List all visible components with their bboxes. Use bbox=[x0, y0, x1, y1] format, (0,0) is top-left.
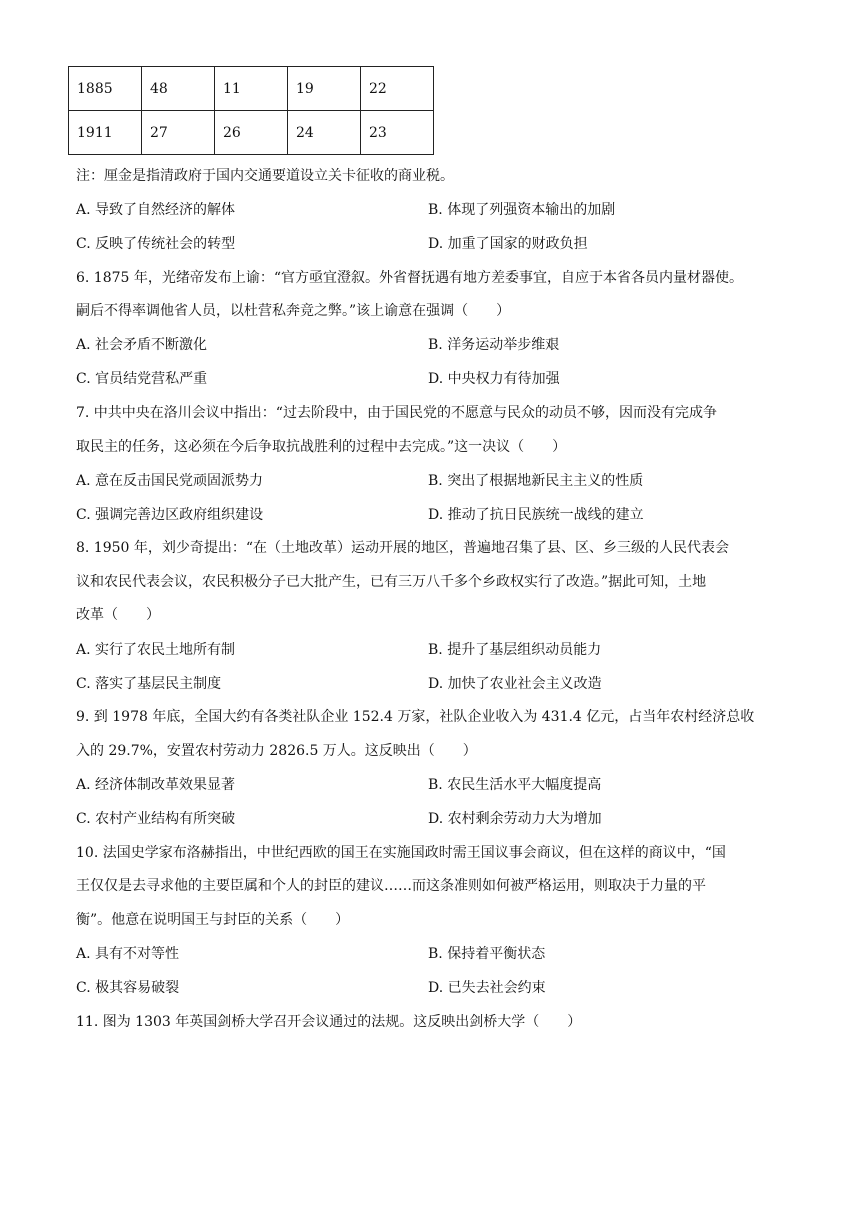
table-cell: 11 bbox=[215, 67, 288, 111]
q9-option-a: A. 经济体制改革效果显著 bbox=[76, 777, 236, 793]
data-table bbox=[68, 66, 434, 155]
table-cell: 22 bbox=[361, 67, 434, 111]
q5-option-c: C. 反映了传统社会的转型 bbox=[76, 236, 236, 252]
q6-option-b: B. 洋务运动举步维艰 bbox=[428, 337, 560, 353]
q8-option-c: C. 落实了基层民主制度 bbox=[76, 676, 222, 692]
q8-option-d: D. 加快了农业社会主义改造 bbox=[428, 676, 602, 692]
q7-option-d: D. 推动了抗日民族统一战线的建立 bbox=[428, 507, 644, 523]
table-row bbox=[69, 111, 434, 155]
q10-option-a: A. 具有不对等性 bbox=[76, 946, 180, 962]
q9-option-b: B. 农民生活水平大幅度提高 bbox=[428, 777, 602, 793]
table-row bbox=[69, 67, 434, 111]
q9-option-d: D. 农村剩余劳动力大为增加 bbox=[428, 811, 602, 827]
q10-option-d: D. 已失去社会约束 bbox=[428, 980, 546, 996]
q10-stem-line: 王仅仅是去寻求他的主要臣属和个人的封臣的建议……而这条准则如何被严格运用，则取决于力量的平 bbox=[76, 878, 706, 894]
q5-option-a: A. 导致了自然经济的解体 bbox=[76, 202, 236, 218]
table-cell: 24 bbox=[288, 111, 361, 155]
table-cell: 26 bbox=[215, 111, 288, 155]
q10-option-c: C. 极其容易破裂 bbox=[76, 980, 180, 996]
q6-stem-line: 6. 1875 年，光绪帝发布上谕：“官方亟宜澄叙。外省督抚遇有地方差委事宜，自应于本省各员内量材器使。 bbox=[76, 270, 744, 286]
q7-stem-line: 取民主的任务，这必须在今后争取抗战胜利的过程中去完成。”这一决议（ ） bbox=[76, 439, 567, 455]
q9-option-c: C. 农村产业结构有所突破 bbox=[76, 811, 236, 827]
q6-option-d: D. 中央权力有待加强 bbox=[428, 371, 560, 387]
q7-option-c: C. 强调完善边区政府组织建设 bbox=[76, 507, 264, 523]
q8-stem-line: 改革（ ） bbox=[76, 607, 160, 623]
q8-option-b: B. 提升了基层组织动员能力 bbox=[428, 642, 602, 658]
q8-stem-line: 8. 1950 年，刘少奇提出：“在（土地改革）运动开展的地区，普遍地召集了县、区、乡三级的人民代表会 bbox=[76, 540, 730, 556]
q7-option-b: B. 突出了根据地新民主主义的性质 bbox=[428, 473, 644, 489]
q10-stem-line: 10. 法国史学家布洛赫指出，中世纪西欧的国王在实施国政时需王国议事会商议，但在这样的商议中，“国 bbox=[76, 845, 726, 861]
table-note: 注：厘金是指清政府于国内交通要道设立关卡征收的商业税。 bbox=[76, 168, 454, 184]
q8-option-a: A. 实行了农民土地所有制 bbox=[76, 642, 236, 658]
q7-stem-line: 7. 中共中央在洛川会议中指出：“过去阶段中，由于国民党的不愿意与民众的动员不够，因而没有完成争 bbox=[76, 405, 717, 421]
q9-stem-line: 9. 到 1978 年底，全国大约有各类社队企业 152.4 万家，社队企业收入为 431.4 亿元，占当年农村经济总收 bbox=[76, 709, 755, 725]
q10-option-b: B. 保持着平衡状态 bbox=[428, 946, 546, 962]
q11-stem-line: 11. 图为 1303 年英国剑桥大学召开会议通过的法规。这反映出剑桥大学（ ） bbox=[76, 1014, 582, 1030]
q9-stem-line: 入的 29.7%，安置农村劳动力 2826.5 万人。这反映出（ ） bbox=[76, 743, 477, 759]
q6-stem-line: 嗣后不得率调他省人员，以杜营私奔竞之弊。”该上谕意在强调（ ） bbox=[76, 303, 511, 319]
q8-stem-line: 议和农民代表会议，农民积极分子已大批产生，已有三万八千多个乡政权实行了改造。”据此可知，土地 bbox=[76, 574, 707, 590]
q6-option-a: A. 社会矛盾不断激化 bbox=[76, 337, 208, 353]
q6-option-c: C. 官员结党营私严重 bbox=[76, 371, 208, 387]
q5-option-d: D. 加重了国家的财政负担 bbox=[428, 236, 588, 252]
table-cell: 23 bbox=[361, 111, 434, 155]
q10-stem-line: 衡”。他意在说明国王与封臣的关系（ ） bbox=[76, 912, 350, 928]
q5-option-b: B. 体现了列强资本输出的加剧 bbox=[428, 202, 616, 218]
table-cell: 1885 bbox=[69, 67, 142, 111]
table-cell: 48 bbox=[142, 67, 215, 111]
table-cell: 27 bbox=[142, 111, 215, 155]
q7-option-a: A. 意在反击国民党顽固派势力 bbox=[76, 473, 264, 489]
table-cell: 19 bbox=[288, 67, 361, 111]
table-cell: 1911 bbox=[69, 111, 142, 155]
